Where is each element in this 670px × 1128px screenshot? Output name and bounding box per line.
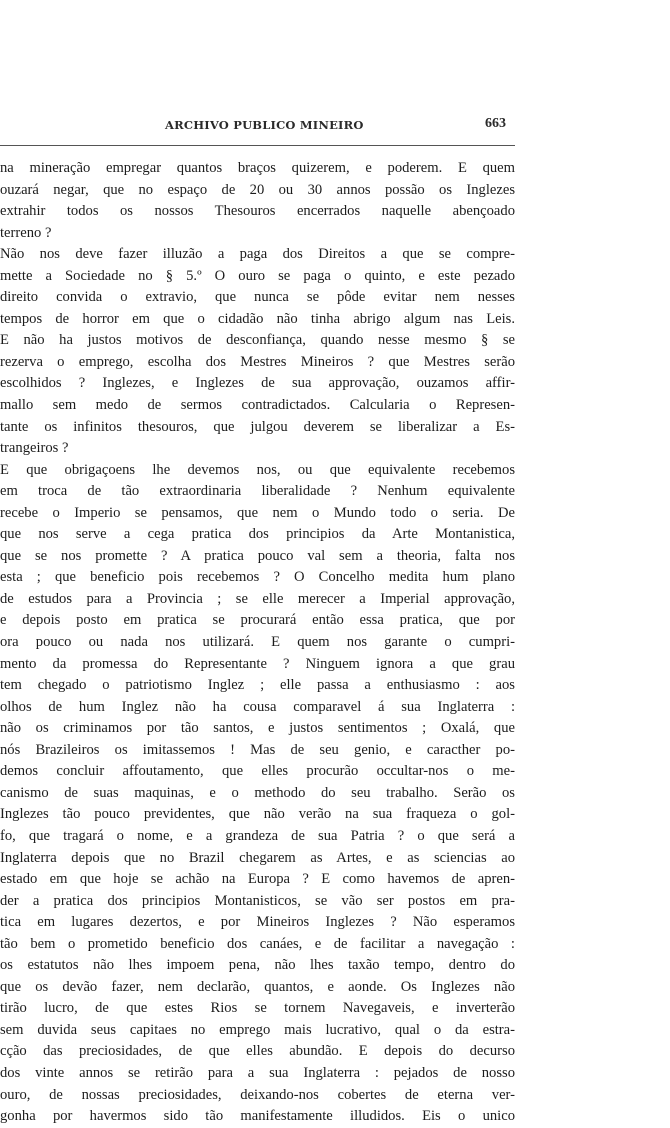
running-title: ARCHIVO PUBLICO MINEIRO [165,118,364,132]
text-line: tempos de horror em que o cidadão não tinha abrigo algum nas Leis. [0,310,515,327]
text-line: os estatutos não lhes impoem pena, não lhes taxão tempo, dentro do [0,957,515,974]
text-line: não os criminamos por tão santos, e justos sentimentos ; Oxalá, que [0,720,515,737]
text-line: nós Brazileiros os imitassemos ! Mas de seu genio, e caracther po- [0,741,515,758]
text-line: extrahir todos os nossos Thesouros encerrados naquelle abençoado [0,203,515,220]
text-line: Inglezes tão pouco previdentes, que não verão na sua fraqueza o gol- [0,806,515,823]
text-line: E que obrigaçoens lhe devemos nos, ou que equivalente recebemos [0,461,515,478]
text-line: der a pratica dos principios Montanisticos, se vão ser postos em pra- [0,892,515,909]
text-line: rezerva o emprego, escolha dos Mestres Mineiros ? que Mestres serão [0,353,515,370]
text-line: mallo sem medo de sermos contradictados. Calcularia o Represen- [0,397,515,414]
text-line: que os devão fazer, nem declarão, quantos, e aonde. Os Inglezes não [0,978,515,995]
text-line: olhos de hum Inglez não ha cousa comparavel á sua Inglaterra : [0,698,515,715]
text-line: direito convida o extravio, que nunca se pôde evitar nem nesses [0,289,515,306]
body-text [0,158,515,1128]
text-line: estado em que hoje se achão na Europa ? E como havemos de apren- [0,871,515,888]
text-line: escolhidos ? Inglezes, e Inglezes de sua approvação, ouzamos affir- [0,375,515,392]
text-line: sem duvida seus capitaes no emprego mais lucrativo, qual o da estra- [0,1021,515,1038]
text-line: ouro, de nossas preciosidades, deixando-nos cobertes de eterna ver- [0,1086,515,1103]
text-line: dos vinte annos se retirão para a sua Inglaterra : pejados de nosso [0,1064,515,1081]
text-line: esta ; que beneficio pois recebemos ? O Concelho medita hum plano [0,569,515,586]
text-line: Inglaterra depois que no Brazil chegarem as Artes, e as sciencias ao [0,849,515,866]
text-line: ora pouco ou nada nos utilizará. E quem nos garante o cumpri- [0,634,515,651]
text-line: gonha por havermos sido tão manifestamente illudidos. Eis o unico [0,1108,515,1125]
text-line: fo, que tragará o nome, e a grandeza de sua Patria ? o que será a [0,827,515,844]
text-line: canismo de suas maquinas, e o methodo do seu trabalho. Serão os [0,784,515,801]
text-line: trangeiros ? [0,440,69,457]
text-line: recebe o Imperio se pensamos, que nem o Mundo todo o seria. De [0,504,515,521]
text-line: e depois posto em pratica se procurará então essa pratica, que por [0,612,515,629]
header-rule [0,145,515,146]
text-line: que se nos promette ? A pratica pouco val sem a theoria, falta nos [0,547,515,564]
text-line: Não nos deve fazer illuzão a paga dos Direitos a que se compre- [0,246,515,263]
running-header [0,114,570,138]
text-line: mette a Sociedade no § 5.º O ouro se paga o quinto, e este pezado [0,267,515,284]
text-line: tante os infinitos thesouros, que julgou deverem se liberalizar a Es- [0,418,515,435]
text-line: demos concluir affoutamento, que elles procurão occultar-nos o me- [0,763,515,780]
text-line: tirão lucro, de que estes Rios se tornem Navegaveis, e inverterão [0,1000,515,1017]
text-line: tica em lugares dezertos, e por Mineiros Inglezes ? Não esperamos [0,914,515,931]
text-line: em troca de tão extraordinaria liberalidade ? Nenhum equivalente [0,483,515,500]
page-number: 663 [485,116,506,131]
text-line: na mineração empregar quantos braços quizerem, e poderem. E quem [0,160,515,176]
text-line: tão bem o prometido beneficio dos canáes, e de facilitar a navegação : [0,935,515,952]
text-line: de estudos para a Provincia ; se elle merecer a Imperial approvação, [0,590,515,607]
text-line: mento da promessa do Representante ? Ninguem ignora a que grau [0,655,515,672]
text-line: ouzará negar, que no espaço de 20 ou 30 annos possão os Inglezes [0,181,515,198]
text-line: terreno ? [0,224,52,241]
text-line: que nos serve a cega pratica dos principios da Arte Montanistica, [0,526,515,543]
text-line: tem chegado o patriotismo Inglez ; elle passa a enthusiasmo : aos [0,677,515,694]
text-line: E não ha justos motivos de desconfiança, quando nesse mesmo § se [0,332,515,349]
text-line: cção das preciosidades, de que elles abundão. E depois do decurso [0,1043,515,1060]
